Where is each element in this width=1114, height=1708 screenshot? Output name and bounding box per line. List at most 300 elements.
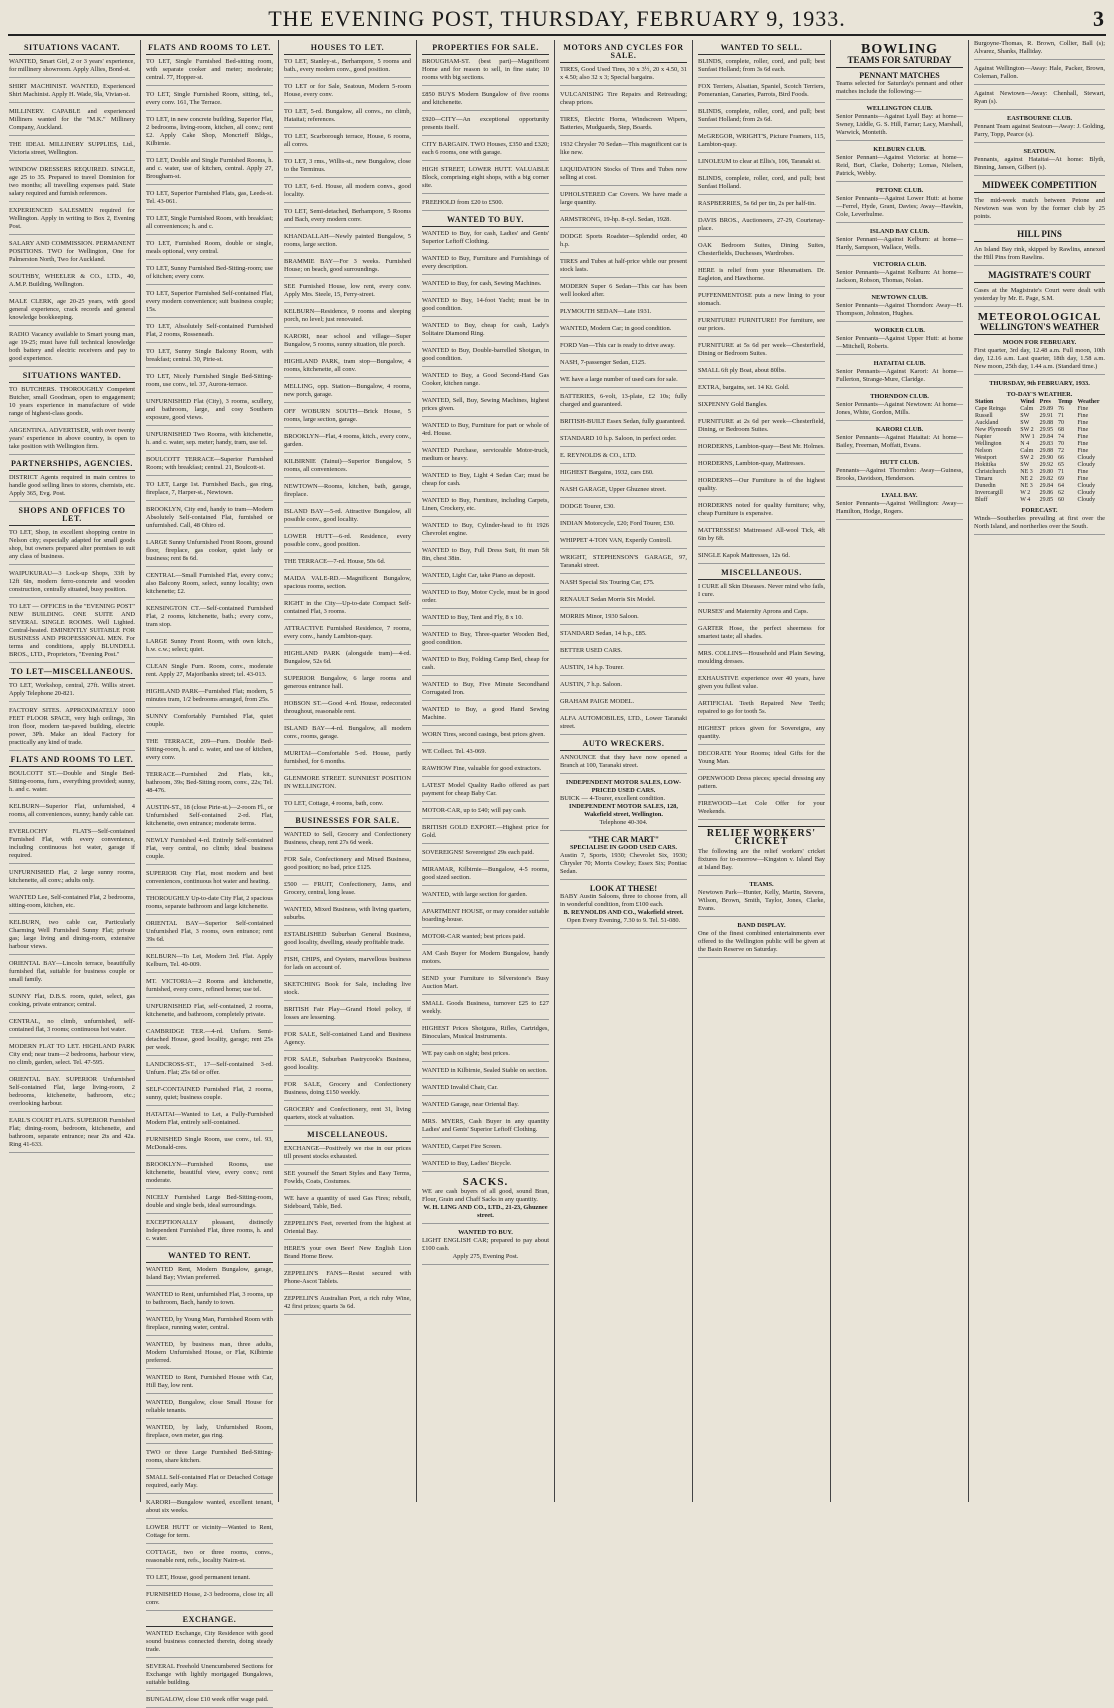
classified-ad: KELBURN, two cable car, Particularly Charming Well Furnished Sunny Flat; private gas; large living and dining-room, extensive harbour views.	[9, 919, 135, 955]
ads-motors-cycles	[560, 66, 687, 735]
weather-row	[974, 483, 1105, 490]
club-name: HUTT CLUB.	[880, 459, 919, 466]
classified-ad: STANDARD Sedan, 14 h.p., £85.	[560, 630, 687, 642]
club-name: WELLINGTON CLUB.	[866, 105, 933, 112]
classified-ad: RADIO Vacancy available to Smart young man, age 19-25; must have full technical knowledge both battery and electric receivers and pay to good experience.	[9, 331, 135, 367]
car-mart-title: "THE CAR MART"	[587, 835, 660, 844]
classified-ad: SOVEREIGNS! Sovereigns! 29s each paid.	[422, 849, 549, 861]
section-heading: TO LET—MISCELLANEOUS.	[9, 668, 135, 679]
classified-ad: WANTED in Kilbirnie, Sealed Stable on section.	[422, 1067, 549, 1079]
weather-row	[974, 497, 1105, 504]
relief-teams-body: Newtown Park—Hunter, Kelly, Martin, Stevens, Wilson, Brown, Smith, Taylor, Jones, Clarke, Evans.	[698, 889, 825, 917]
classified-ad: KARORI—Bungalow wanted, excellent tenant, about six weeks.	[146, 1499, 273, 1519]
classified-ad: ORIENTAL BAY—Lincoln terrace, beautifully furnished flat, suitable for business couple or small family.	[9, 960, 135, 988]
classified-ad: WANTED Purchase, serviceable Motor-truck, medium or heavy.	[422, 447, 549, 467]
classified-ad: AM Cash Buyer for Modern Bungalow, handy motors.	[422, 950, 549, 970]
car-mart-ad	[560, 836, 687, 880]
classified-ad: WANTED to Buy, a good Hand Sewing Machine.	[422, 706, 549, 726]
forecast-body: Winds—Southerlies prevailing at first over the North Island, and northerlies over the South.	[974, 515, 1105, 535]
weather-cell: 29.89	[1039, 406, 1054, 412]
weather-cell: Fine	[1077, 448, 1089, 454]
classified-ad: MRS. COLLINS—Household and Plain Sewing, moulding dresses.	[698, 650, 825, 670]
classified-ad: HIGHEST prices given for Sovereigns, any quantity.	[698, 725, 825, 745]
weather-cell: 60	[1058, 497, 1065, 503]
classified-ad: MORRIS Minor, 1930 Saloon.	[560, 613, 687, 625]
classified-ad: WANTED Exchange, City Residence with good sound business connected therein, doing steady trade.	[146, 1630, 273, 1658]
classified-ad: SELF-CONTAINED Furnished Flat, 2 rooms, sunny, quiet; business couple.	[146, 1086, 273, 1106]
classified-ad: TO LET, Double and Single Furnished Rooms, h. and c. water, use of kitchen, central. Apply 27, Brougham-st.	[146, 157, 273, 185]
band-display-heading: BAND DISPLAY.	[737, 922, 786, 929]
weather-cell: Bluff	[975, 497, 988, 503]
ads-wanted-to-rent	[146, 1266, 273, 1611]
classified-ad: FURNISHED House, 2-3 bedrooms, close in; all conv.	[146, 1591, 273, 1611]
classified-ad: McGREGOR, WRIGHT'S, Picture Framers, 115, Lambton-quay.	[698, 133, 825, 153]
ads-flats-rooms	[146, 58, 273, 1247]
classified-ad: RENAULT Sedan Morris Six Model.	[560, 596, 687, 608]
classified-ad: FURNITURE at 2s 6d per week—Chesterfield, Dining, or Bedroom Suites.	[698, 418, 825, 438]
section-heading: FLATS AND ROOMS TO LET.	[146, 44, 273, 55]
club-name: THORNDON CLUB.	[870, 393, 929, 400]
ads-situations-wanted	[9, 386, 135, 455]
classified-ad: TO LET, Superior Furnished Flats, gas, Leeds-st. Tel. 43-061.	[146, 190, 273, 210]
classified-ad: TO LET, Sunny Furnished Bed-Sitting-room; use of kitchen; every conv.	[146, 265, 273, 285]
classified-ad: LARGE Sunny Unfurnished Front Room, ground floor, fireplace, gas cooker, quiet lady or business; rent 8s 6d.	[146, 539, 273, 567]
classified-ad: SEE yourself the Smart Styles and Easy Terms, Fowlds, Coats, Costumes.	[284, 1170, 411, 1190]
classified-ad: CENTRAL, no climb, unfurnished, self-contained flat, 3 rooms; continuous hot water.	[9, 1018, 135, 1038]
weather-column-header: Station	[975, 399, 994, 405]
weather-cell: 70	[1058, 420, 1065, 426]
classified-ad: MATTRESSES! Mattresses! All-wool Tick, 4ft 6in by 6ft.	[698, 527, 825, 547]
classified-ad: WANTED, by lady, Unfurnished Room, fireplace, own meter, gas ring.	[146, 1424, 273, 1444]
classified-ad: FOR SALE, Self-contained Land and Business Agency.	[284, 1031, 411, 1051]
weather-cell: 71	[1058, 469, 1065, 475]
weather-row	[974, 441, 1105, 448]
classified-ad: WANTED, with large section for garden.	[422, 891, 549, 903]
classified-ad: TO LET, Sunny Single Balcony Room, with breakfast; central. 30, Pirie-st.	[146, 348, 273, 368]
classified-ad: THE IDEAL MILLINERY SUPPLIES, Ltd., Victoria street, Wellington.	[9, 141, 135, 161]
classified-ad: HIGHLAND PARK, tram stop—Bungalow, 4 rooms, kitchenette, all conv.	[284, 358, 411, 378]
classified-ad: BATTERIES, 6-volt, 13-plate, £2 10s; fully charged and guaranteed.	[560, 393, 687, 413]
independent-body: BUICK — 4-Tourer, excellent condition.	[560, 795, 666, 802]
ads-partnerships	[9, 474, 135, 502]
classified-ad: TO LET, Workshop, central, 27ft. Willis street. Apply Telephone 20-821.	[9, 682, 135, 702]
weather-cell: Fine	[1077, 406, 1089, 412]
club-team-list: Senior Pennant—Against Kelburn: at home—Hardy, Sampson, Wallace, Wells.	[836, 236, 963, 256]
weather-cell: 29.80	[1039, 469, 1054, 475]
weather-cell: Cloudy	[1077, 497, 1096, 503]
club-team-list: Senior Pennants—Against Kelburn: At home—Jackson, Robson, Thomas, Nolan.	[836, 269, 963, 289]
classified-ad: WANTED, Carpet Fire Screen.	[422, 1143, 549, 1155]
classified-ad: FIREWOOD—Let Cole Offer for your Weekends.	[698, 800, 825, 820]
classified-ad: BETTER USED CARS.	[560, 647, 687, 659]
ads-miscellaneous	[284, 1145, 411, 1315]
classified-ad: ORIENTAL BAY—Superior Self-contained Unfurnished Flat, 3 rooms, own entrance; rent 39s 6d.	[146, 920, 273, 948]
classified-ad: TO LET, Stanley-st., Berhampore, 5 rooms and bath., every modern conv., good position.	[284, 58, 411, 78]
club-name: HATAITAI CLUB.	[873, 360, 926, 367]
weather-cell: Cape Reinga	[975, 406, 1006, 412]
weather-cell: Cloudy	[1077, 462, 1096, 468]
classified-ad: FOR SALE, Grocery and Confectionery Business, doing £150 weekly.	[284, 1081, 411, 1101]
classified-ad: CENTRAL—Small Furnished Flat, every conv.; also Balcony Room, select, sunny locality; own kitchenette; £2.	[146, 572, 273, 600]
classified-ad: SHIRT MACHINIST. WANTED, Experienced Shirt Machinist. Apply H. Wade, 9la, Vivian-st.	[9, 83, 135, 103]
look-at-these-ad	[560, 885, 687, 929]
wanted-car-ad	[422, 1229, 549, 1265]
look-tel: Open Every Evening, 7.30 to 9. Tel. 51-080.	[566, 917, 681, 924]
weather-cell: Cloudy	[1077, 483, 1096, 489]
classified-ad: WANTED, Light Car, take Piano as deposit.	[422, 572, 549, 584]
classified-ad: LIQUIDATION Stocks of Tires and Tubes now selling at cost.	[560, 166, 687, 186]
classified-ad: SUPERIOR City Flat, most modern and best conveniences, continuous hot water and heating.	[146, 870, 273, 890]
classified-ad: RASPBERRIES, 5s 6d per tin, 2s per half-tin.	[698, 200, 825, 212]
classified-ad: COTTAGE, two or three rooms, convs., reasonable rent, refs., locality Nairn-st.	[146, 1549, 273, 1569]
classified-ad: NEWTOWN—Rooms, kitchen, bath, garage, fireplace.	[284, 483, 411, 503]
classified-ad: KHANDALLAH—Newly painted Bungalow, 5 rooms, large section.	[284, 233, 411, 253]
club-name: EASTBOURNE CLUB.	[1007, 115, 1072, 122]
weather-cell: Christchurch	[975, 469, 1006, 475]
classified-ad: NEWLY Furnished 4-rd. Entirely Self-contained Flat, very central, no climb; ideal business couple.	[146, 837, 273, 865]
weather-cell: 29.95	[1039, 427, 1054, 433]
relief-cricket-intro: The following are the relief workers' cricket fixtures for to-morrow—Kingston v. Island Bay at Island Bay.	[698, 848, 825, 876]
weather-cell: Cloudy	[1077, 455, 1096, 461]
classified-ad: MURITAI—Comfortable 5-rd. House, partly furnished, for 6 months.	[284, 750, 411, 770]
classified-ad: WANTED to Buy, Motor Cycle, must be in good order.	[422, 589, 549, 609]
classified-ad: EXPERIENCED SALESMEN required for Wellington. Apply in writing to Box 2, Evening Post.	[9, 207, 135, 235]
section-heading: FLATS AND ROOMS TO LET.	[9, 756, 135, 767]
classified-ad: BOULCOTT TERRACE—Superior Furnished Room; with breakfast; central. 21, Boulcott-st.	[146, 456, 273, 476]
classified-ad: TO LET, Superior Furnished Self-contained Flat, every modern convenience; suit business couple; 15s.	[146, 290, 273, 318]
classified-ad: WANTED, Modern Car; in good condition.	[560, 325, 687, 337]
classified-ad: ISLAND BAY—4-rd. Bungalow, all modern conv., rooms, garage.	[284, 725, 411, 745]
column-6	[693, 40, 831, 1502]
classified-ad: WANTED to Rent, unfurnished Flat, 3 rooms, up to bathroom, Bach, handy to town.	[146, 1291, 273, 1311]
weather-column-header: Weather	[1077, 399, 1100, 405]
weather-column-header: Temp	[1058, 399, 1073, 405]
classified-ad: HORDERNS noted for quality furniture; why, cheap Furniture is expensive.	[698, 502, 825, 522]
classified-ad: TO LET, Scarborough terrace, House, 6 rooms, all convs.	[284, 133, 411, 153]
ads-properties-for-sale	[422, 58, 549, 211]
classified-ad: EXHAUSTIVE experience over 40 years, have given you fullest value.	[698, 675, 825, 695]
classified-ad: THE TERRACE, 209—Furn. Double Bed-Sitting-room, h. and c. water, and use of kitchen, every conv.	[146, 738, 273, 766]
classified-ad: BRITISH GOLD EXPORT.—Highest price for Gold.	[422, 824, 549, 844]
classified-ad: WANTED to Buy, Ladies' Bicycle.	[422, 1160, 549, 1172]
classified-ad: Against Newtown—Away: Chenhall, Stewart, Ryan (s).	[974, 90, 1105, 110]
weather-table-header	[974, 399, 1105, 406]
classified-ad: WE have a large number of used cars for sale.	[560, 376, 687, 388]
classified-ad: WANTED to Sell, Grocery and Confectionery Business, cheap, rent 27s 6d week.	[284, 831, 411, 851]
classified-ad: FOX Terriers, Alsatian, Spaniel, Scotch Terriers, Pomeranian, Canaries, Parrots, Bird Foods.	[698, 83, 825, 103]
classified-ad: WAIPUKURAU—3 Lock-up Shops, 33ft by 12ft 6in, modern ferro-concrete and wooden construction, centrally situated, busy position.	[9, 570, 135, 598]
section-heading: SITUATIONS VACANT.	[9, 44, 135, 55]
weather-row	[974, 476, 1105, 483]
column-5	[555, 40, 693, 1502]
section-heading: WANTED TO SELL.	[698, 44, 825, 55]
classified-ad: FOR Sale, Confectionery and Mixed Business, good position; no bad, price £125.	[284, 856, 411, 876]
wanted-car-body: LIGHT ENGLISH CAR; prepared to pay about £100 cash.	[422, 1237, 549, 1252]
classified-ad: HIGH STREET, LOWER HUTT. VALUABLE Block, comprising eight shops, with a big corner site.	[422, 166, 549, 194]
section-heading: PROPERTIES FOR SALE.	[422, 44, 549, 55]
weather-cell: Fine	[1077, 476, 1089, 482]
independent-motor-ad	[560, 779, 687, 831]
column-1	[4, 40, 141, 1502]
classified-ad: WANTED to Buy, Furniture, including Carpets, Linen, Crockery, etc.	[422, 497, 549, 517]
club-team-list: Senior Pennants—Against Newtown: At home—Jones, White, Gordon, Mills.	[836, 401, 963, 421]
weather-cell: Cloudy	[1077, 490, 1096, 496]
classified-ad: BLINDS, complete, roller, cord, and pull; best Sunfast Holland; from 2s 6d.	[698, 108, 825, 128]
classified-ad: MOTOR-CAR wanted; best prices paid.	[422, 933, 549, 945]
independent-title: INDEPENDENT MOTOR SALES, LOW-PRICED USED CARS.	[565, 779, 682, 794]
classified-ad: TO LET, Semi-detached, Berhampore, 5 Rooms and Bach, every modern conv.	[284, 208, 411, 228]
classified-ad: £500 — FRUIT, Confectionery, Jams, and Grocery, central, long lease.	[284, 881, 411, 901]
weather-row	[974, 469, 1105, 476]
classified-ad: MELLING, opp. Station—Bungalow, 4 rooms, new porch, garage.	[284, 383, 411, 403]
auto-wreckers-ad: ANNOUNCE that they have now opened a Branch at 100, Taranaki street.	[560, 754, 687, 774]
classified-ad: WANTED to Buy, cheap for cash, Lady's Solitaire Diamond Ring.	[422, 322, 549, 342]
classified-ad: OPENWOOD Dress pieces; special dressing any pattern.	[698, 775, 825, 795]
section-heading: WANTED TO RENT.	[146, 1252, 273, 1263]
look-body: BABY Austin Saloons, three to choose from, all in wonderful condition, from £100 each.	[560, 893, 687, 908]
look-firm: B. REYNOLDS AND CO., Wakefield street.	[563, 909, 684, 916]
classified-ad: TO LET, House, good permanent tenant.	[146, 1574, 273, 1586]
ads-miscellaneous	[698, 583, 825, 820]
weather-cell: 74	[1058, 434, 1065, 440]
classified-ad: TO BUTCHERS. THOROUGHLY Competent Butcher, small Goodman, open to engagement; 10 years experience in manufacture of wide range of highest-class goods.	[9, 386, 135, 422]
classified-ad: UNFURNISHED Flat, self-contained, 2 rooms, kitchenette, and bathroom, completely private.	[146, 1003, 273, 1023]
weather-cell: Fine	[1077, 427, 1089, 433]
weather-column-header: Wind	[1020, 399, 1035, 405]
section-heading: HOUSES TO LET.	[284, 44, 411, 55]
classified-ad: SOUTHBY, WHEELER & CO., LTD., 40, A.M.P. Building, Wellington.	[9, 273, 135, 293]
car-mart-subtitle: SPECIALISE IN GOOD USED CARS.	[569, 844, 678, 851]
classified-ad: ARMSTRONG, 19-hp. 8-cyl. Sedan, 1928.	[560, 216, 687, 228]
classified-ad: OFF WOBURN SOUTH—Brick House, 5 rooms, large section, garage.	[284, 408, 411, 428]
midweek-body: The mid-week match between Petone and Newtown was won by the former club by 25 points.	[974, 197, 1105, 225]
weather-cell: 29.85	[1039, 497, 1054, 503]
club-team-list: Senior Pennants—Against Upper Hutt: at home—Mitchell, Roberts.	[836, 335, 963, 355]
weather-row	[974, 420, 1105, 427]
classified-ad: WANTED to Buy, Tent and Fly, 8 x 10.	[422, 614, 549, 626]
band-display-body: One of the finest combined entertainments ever offered to the Wellington public will be given at the Basin Reserve on Saturday.	[698, 930, 825, 958]
masthead	[8, 4, 1106, 36]
weather-cell: 29.90	[1039, 455, 1054, 461]
weather-table	[974, 399, 1105, 504]
weather-heading: WELLINGTON'S WEATHER	[974, 323, 1105, 335]
club-name: ISLAND BAY CLUB.	[869, 228, 930, 235]
weather-cell: NE 2	[1020, 476, 1033, 482]
classified-ad: FOR SALE, Suburban Pastrycook's Business, good locality.	[284, 1056, 411, 1076]
classified-ad: SINGLE Kapok Mattresses, 12s 6d.	[698, 552, 825, 564]
classified-ad: MODERN Super 6 Sedan—This car has been well looked after.	[560, 283, 687, 303]
weather-cell: Calm	[1020, 406, 1034, 412]
weather-cell: 29.88	[1039, 448, 1054, 454]
weather-cell: Fine	[1077, 434, 1089, 440]
classified-ad: MT. VICTORIA—2 Rooms and kitchenette, furnished, every conv., refined home; use tel.	[146, 978, 273, 998]
classified-ad: SEE Furnished House, low rent, every conv. Apply Mrs. Steele, 15, Ferry-street.	[284, 283, 411, 303]
classified-ad: UPHOLSTERED Car Covers. We have made a large quantity.	[560, 191, 687, 211]
weather-cell: 29.83	[1039, 441, 1054, 447]
ads-businesses-for-sale	[284, 831, 411, 1126]
classified-ad: BLINDS, complete, roller, cord, and pull; best Sunfast Holland.	[698, 175, 825, 195]
masthead-title: THE EVENING POST, THURSDAY, FEBRUARY 9, 1933.	[268, 6, 846, 31]
classified-ad: ORIENTAL BAY. SUPERIOR Unfurnished Self-contained Flat, large living-room, 2 bedrooms, kitchenette, bathroom, etc.; overlooking harbour.	[9, 1076, 135, 1112]
section-heading: MISCELLANEOUS.	[698, 569, 825, 580]
classified-ad: WE pay cash on sight; best prices.	[422, 1050, 549, 1062]
classified-ad: SUPERIOR Bungalow, 6 large rooms and generous entrance hall.	[284, 675, 411, 695]
classified-ad: OAK Bedroom Suites, Dining Suites, Chesterfields, Duchesses, Wardrobes.	[698, 242, 825, 262]
classified-ad: BRITISH-BUILT Essex Sedan, fully guaranteed.	[560, 418, 687, 430]
weather-cell: Fine	[1077, 441, 1089, 447]
weather-cell: 76	[1058, 406, 1065, 412]
hill-pins-heading: HILL PINS	[974, 230, 1105, 242]
classified-ad: EARL'S COURT FLATS. SUPERIOR Furnished Flat; dining-room, bedroom, kitchenette, and bathroom, separate entrance; near 2ts and 42a. Ring 41-633.	[9, 1117, 135, 1153]
classified-ad: KENSINGTON CT.—Self-contained Furnished Flat, 2 rooms, kitchenette, bath.; every conv., tram stop.	[146, 605, 273, 633]
weather-cell: 29.82	[1039, 476, 1054, 482]
classified-ad: TERRACE—Furnished 2nd Flats, kit., bathroom, 39s; Bed-Sitting room, conv., 22s; Tel. 48-476.	[146, 771, 273, 799]
weather-cell: 69	[1058, 476, 1065, 482]
weather-cell: Timaru	[975, 476, 993, 482]
classified-ad: PUFFENMENTOSE puts a new lining to your stomach.	[698, 292, 825, 312]
classified-ad: WINDOW DRESSERS REQUIRED. SINGLE, age 25 to 35. Prepared to travel Dominion for two months; all travelling expenses paid. State salary required and furnish references.	[9, 166, 135, 202]
classified-ad: WANTED to Buy, Double-barrelled Shotgun, in good condition.	[422, 347, 549, 367]
classified-ad: SMALL Goods Business, turnover £25 to £27 weekly.	[422, 1000, 549, 1020]
club-name: NEWTOWN CLUB.	[871, 294, 928, 301]
sacks-ad	[422, 1178, 549, 1224]
classified-ad: DODGE Sports Roadster—Splendid order, 40 h.p.	[560, 233, 687, 253]
classified-ad: TO LET, 5-rd. Bungalow, all convs., no climb, Hataitai; references.	[284, 108, 411, 128]
classified-ad: GARTER Hose, the perfect sheerness for smartest taste; all shades.	[698, 625, 825, 645]
classified-ad: NASH, 7-passenger Sedan, £125.	[560, 359, 687, 371]
weather-row	[974, 413, 1105, 420]
independent-tel: Telephone 40-304.	[599, 819, 648, 826]
weather-cell: SW 2	[1020, 427, 1034, 433]
classified-ad: WANTED to Buy, for cash, Sewing Machines.	[422, 280, 549, 292]
classified-ad: KILBIRNIE (Tainui)—Superior Bungalow, 5 rooms, all conveniences.	[284, 458, 411, 478]
weather-row	[974, 455, 1105, 462]
bowling-intro: Teams selected for Saturday's pennant and other matches include the following:—	[836, 80, 963, 100]
classified-ad: CITY BARGAIN. TWO Houses, £350 and £320; each 6 rooms, one with garage.	[422, 141, 549, 161]
classified-ad: SUNNY Flat, D.B.S. room, quiet, select, gas cooking, private entrance; central.	[9, 993, 135, 1013]
club-team-list: Senior Pennants—Against Thorndon: Away—H. Thompson, Johnston, Hughes.	[836, 302, 963, 322]
classified-ad: TO LET, 3 rms., Willis-st., new Bungalow, close to the Terminus.	[284, 158, 411, 178]
classified-ad: HERE'S your own Beer! New English Lion Brand Home Brew.	[284, 1245, 411, 1265]
classified-ad: ISLAND BAY—5-rd. Attractive Bungalow, all possible conv., good locality.	[284, 508, 411, 528]
weather-cell: 29.84	[1039, 483, 1054, 489]
classified-ad: UNFURNISHED Flat, 2 large sunny rooms, kitchenette, all conv.; adults only.	[9, 869, 135, 889]
weather-cell: Wellington	[975, 441, 1002, 447]
sacks-firm: W. H. LING AND CO., LTD., 21-23, Ghuznee street.	[423, 1204, 548, 1219]
weather-cell: Fine	[1077, 420, 1089, 426]
classified-ad: WANTED to Buy, Three-quarter Wooden Bed, good condition.	[422, 631, 549, 651]
classified-ad: EXCHANGE—Positively we rise in our prices till present stocks exhausted.	[284, 1145, 411, 1165]
classified-ad: DODGE Tourer, £30.	[560, 503, 687, 515]
club-name: KARORI CLUB.	[875, 426, 924, 433]
weather-cell: SW	[1020, 420, 1030, 426]
weather-cell: Westport	[975, 455, 997, 461]
classified-ad: WANTED Invalid Chair, Car.	[422, 1084, 549, 1096]
weather-cell: Hokitika	[975, 462, 996, 468]
classified-ad: FREEHOLD from £20 to £500.	[422, 199, 549, 211]
club-name: VICTORIA CLUB.	[872, 261, 927, 268]
classified-ad: SUNNY Comfortably Furnished Flat, quiet couple.	[146, 713, 273, 733]
section-heading: MOTORS AND CYCLES FOR SALE.	[560, 44, 687, 63]
classified-ad: HORDERNS—Our Furniture is of the highest quality.	[698, 477, 825, 497]
page-number: 3	[1093, 6, 1104, 31]
weather-column-header: Pres	[1039, 399, 1051, 405]
column-8	[969, 40, 1110, 1502]
classified-ad: BROOKLYN—Furnished Rooms, use kitchenette, beautiful view, every conv.; rent moderate.	[146, 1161, 273, 1189]
classified-ad: WANTED, Sell, Buy, Sewing Machines, highest prices given.	[422, 397, 549, 417]
club-team-list: Senior Pennants—Against Karori: At home—Fullerton, Strange-Mure, Claridge.	[836, 368, 963, 388]
classified-ad: E. REYNOLDS & CO., LTD.	[560, 452, 687, 464]
classified-ad: HIGHLAND PARK—Furnished Flat; modern, 5 minutes tram, 1/2 bedrooms arranged, from 25s.	[146, 688, 273, 708]
classified-ad: LINOLEUM to clear at Ellis's, 106, Taranaki st.	[698, 158, 825, 170]
classified-ad: LOWER HUTT or vicinity—Wanted to Rent, Cottage for term.	[146, 1524, 273, 1544]
classified-ad: I CURE all Skin Diseases. Never mind who fails, I cure.	[698, 583, 825, 603]
classified-ad: KELBURN—To Let, Modern 3rd. Flat. Apply Kelburn, Tel. 40-009.	[146, 953, 273, 973]
classified-ad: THE TERRACE—7-rd. House, 50s 6d.	[284, 558, 411, 570]
classified-ad: WANTED, Smart Girl, 2 or 3 years' experience, for millinery showroom. Apply Allies, Bond-st.	[9, 58, 135, 78]
classified-ad: SMALL 6ft ply Boat, about 80lbs.	[698, 367, 825, 379]
weather-row	[974, 462, 1105, 469]
classified-ad: ESTABLISHED Suburban General Business, good locality, dwelling, steady profitable trade.	[284, 931, 411, 951]
classified-ad: Burgoyne-Thomas, R. Brown, Collier, Ball (s); Alvarez, Shanks, Halliday.	[974, 40, 1105, 60]
weather-cell: N 4	[1020, 441, 1030, 447]
classified-ad: AUSTIN, 7 h.p. Saloon.	[560, 681, 687, 693]
weather-row	[974, 427, 1105, 434]
weather-cell: NE 3	[1020, 483, 1033, 489]
weather-cell: 66	[1058, 455, 1065, 461]
section-heading: BUSINESSES FOR SALE.	[284, 817, 411, 828]
club-name: PETONE CLUB.	[875, 187, 924, 194]
classified-ad: WANTED, by Young Man, Furnished Room with fireplace, running water, central.	[146, 1316, 273, 1336]
classified-ad: NICELY Furnished Large Bed-Sitting-room, double and single beds, ideal surroundings.	[146, 1194, 273, 1214]
classified-ad: DISTRICT Agents required in main centres to handle good selling lines to stores, chemists, etc. Apply 365, Evg. Post.	[9, 474, 135, 502]
weather-cell: NW 1	[1020, 434, 1035, 440]
meteorological-heading: METEOROLOGICAL	[977, 311, 1102, 323]
classified-ad: DAVIS BROS., Auctioneers, 27-29, Courtenay-place.	[698, 217, 825, 237]
classified-ad: BROOKLYN—Flat, 4 rooms, kitch., every conv., garden.	[284, 433, 411, 453]
today-date: THURSDAY, 9th FEBRUARY, 1933.	[989, 380, 1090, 387]
classified-ad: BLINDS, complete, roller, cord, and pull; best Sunfast Holland; from 3s 6d each.	[698, 58, 825, 78]
classified-ad: TO LET, Shop, in excellent shopping centre in Nelson city; especially adapted for small goods shop, but owners prepared alter premises to suit any class of business.	[9, 529, 135, 565]
club-team-list: Pennants, against Hataitai—At home: Blyth, Binning, Jansen, Gilbert (s).	[974, 156, 1105, 176]
classified-ad: SMALL Self-contained Flat or Detached Cottage required, early May.	[146, 1474, 273, 1494]
weather-cell: SW 2	[1020, 455, 1034, 461]
weather-row	[974, 406, 1105, 413]
ads-wanted-to-buy	[422, 230, 549, 1172]
classified-ad: BUNGALOW, close £10 week offer wage paid.	[146, 1696, 273, 1708]
weather-table-title: TO-DAY'S WEATHER.	[1006, 391, 1073, 398]
classified-ad: MRS. MYERS, Cash Buyer in any quantity Ladies' and Gents' Superior Leftoff Clothing.	[422, 1118, 549, 1138]
classified-ad: NASH GARAGE, Upper Ghuznee street.	[560, 486, 687, 498]
column-2	[141, 40, 279, 1703]
look-title: LOOK AT THESE!	[589, 884, 658, 893]
classified-ad: WE have a quantity of used Gas Fires; rebuilt, Sideboard, Table, Bed.	[284, 1195, 411, 1215]
classified-ad: WE Collect. Tel. 43-069.	[422, 748, 549, 760]
classified-ad: TO LET, Furnished Room, double or single, meals optional, very central.	[146, 240, 273, 260]
classified-ad: BRAMMIE BAY—For 3 weeks. Furnished House; on beach, good surroundings.	[284, 258, 411, 278]
bowling-clubs	[836, 105, 963, 520]
weather-cell: SW	[1020, 413, 1030, 419]
classified-ad: SKETCHING Book for Sale, including live stock.	[284, 981, 411, 1001]
magistrates-court-heading: MAGISTRATE'S COURT	[974, 271, 1105, 283]
classified-ad: FURNITURE! FURNITURE! For furniture, see our prices.	[698, 317, 825, 337]
classified-ad: TO LET, in new concrete building, Superior Flat, 2 bedrooms, living-room, kitchen, all conv.; rent £2. Apply Cake Shop, Moncrieff Bldgs., Kilbirnie.	[146, 116, 273, 152]
classified-ad: LOWER HUTT—6-rd. Residence, every possible conv., good position.	[284, 533, 411, 553]
classified-ad: HIGHEST Bargains, 1932, cars £60.	[560, 469, 687, 481]
ads-shops-offices	[9, 529, 135, 663]
classified-ad: BRITISH Fair Play—Grand Hotel policy, if losses are lessening.	[284, 1006, 411, 1026]
weather-cell: 29.84	[1039, 434, 1054, 440]
